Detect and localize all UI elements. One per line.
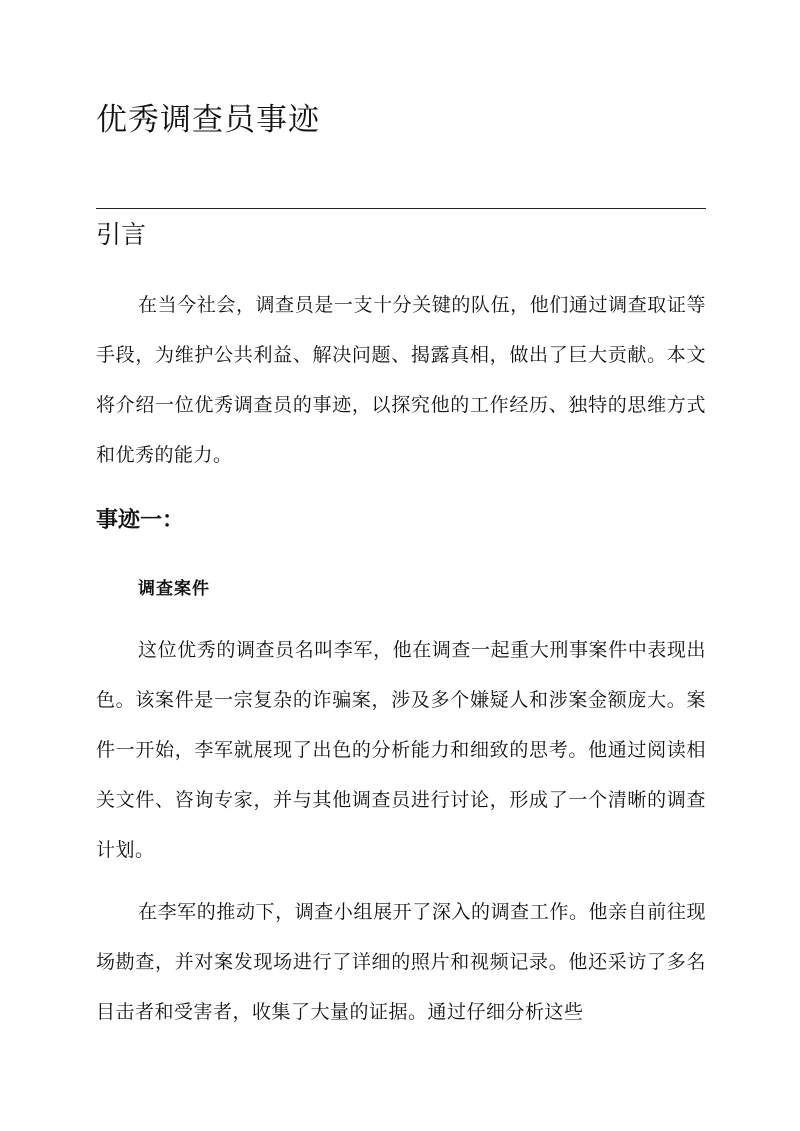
subheading-investigation-case: 调查案件 [138,579,210,599]
section-heading-deed1: 事迹一： [96,507,185,533]
deed1-paragraph-1: 这位优秀的调查员名叫李军，他在调查一起重大刑事案件中表现出色。该案件是一宗复杂的诈骗案，涉及多个嫌疑人和涉案金额庞大。案件一开始，李军就展现了出色的分析能力和细致的思考。他通过阅读相关文件、咨询专家，并与其他调查员进行讨论，形成了一个清晰的调查计划。 [96,639,706,861]
title-divider [96,208,706,209]
document-title: 优秀调查员事迹 [96,102,320,138]
intro-paragraph: 在当今社会，调查员是一支十分关键的队伍，他们通过调查取证等手段，为维护公共利益、解决问题、揭露真相，做出了巨大贡献。本文将介绍一位优秀调查员的事迹，以探究他的工作经历、独特的思维方式和优秀的能力。 [96,294,706,466]
deed1-paragraph-2: 在李军的推动下，调查小组展开了深入的调查工作。他亲自前往现场勘查，并对案发现场进行了详细的照片和视频记录。他还采访了多名目击者和受害者，收集了大量的证据。通过仔细分析这些 [96,901,706,1023]
section-heading-intro: 引言 [96,220,147,249]
